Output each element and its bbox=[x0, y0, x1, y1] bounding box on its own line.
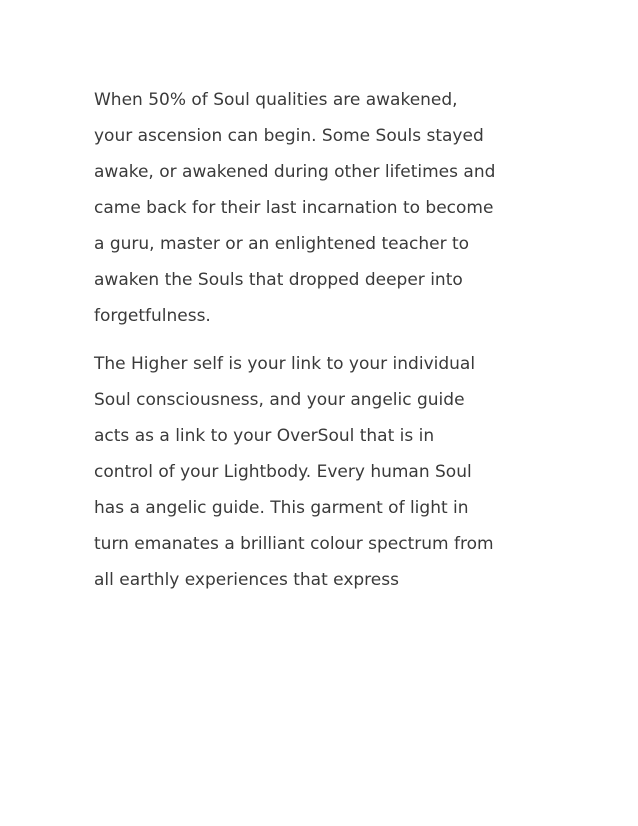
paragraph-2-line-1: The Higher self is your link to your individual bbox=[94, 354, 476, 374]
paragraph-2-line-7: all earthly experiences that express bbox=[94, 570, 399, 590]
paragraph-1-line-4: came back for their last incarnation to become bbox=[94, 198, 494, 218]
paragraph-1-line-2: your ascension can begin. Some Souls stayed bbox=[94, 126, 484, 146]
paragraph-1 bbox=[94, 82, 554, 334]
paragraph-2-line-5: has a angelic guide. This garment of light in bbox=[94, 498, 469, 518]
paragraph-2-line-2: Soul consciousness, and your angelic guide bbox=[94, 390, 465, 410]
paragraph-1-line-3: awake, or awakened during other lifetimes and bbox=[94, 162, 496, 182]
paragraph-1-line-6: awaken the Souls that dropped deeper into bbox=[94, 270, 463, 290]
paragraph-1-line-7: forgetfulness. bbox=[94, 306, 211, 326]
paragraph-2-line-4: control of your Lightbody. Every human Soul bbox=[94, 462, 472, 482]
paragraph-2 bbox=[94, 346, 554, 598]
paragraph-2-line-3: acts as a link to your OverSoul that is in bbox=[94, 426, 435, 446]
paragraph-1-line-1: When 50% of Soul qualities are awakened, bbox=[94, 90, 458, 110]
paragraph-1-line-5: a guru, master or an enlightened teacher to bbox=[94, 234, 470, 254]
document-body bbox=[94, 82, 554, 598]
paragraph-2-line-6: turn emanates a brilliant colour spectrum from bbox=[94, 534, 494, 554]
